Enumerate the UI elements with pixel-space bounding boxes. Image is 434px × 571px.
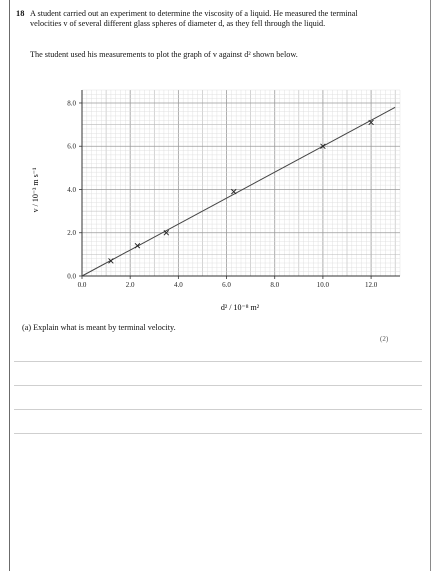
part-a-question: (a) Explain what is meant by terminal velocity. [22, 323, 176, 332]
page-edge-rule [430, 0, 431, 571]
x-tick-label: 8.0 [270, 281, 280, 289]
answer-line[interactable] [14, 385, 422, 386]
marks-available: (2) [380, 335, 389, 343]
y-tick-label: 2.0 [67, 229, 76, 238]
x-tick-label: 10.0 [316, 281, 330, 289]
y-tick-label: 4.0 [67, 185, 76, 194]
graph-intro-text: The student used his measurements to plot the graph of v against d² shown below. [30, 50, 298, 59]
y-axis-label: v / 10⁻³ m s⁻¹ [31, 167, 40, 213]
x-tick-label: 4.0 [173, 281, 183, 289]
velocity-vs-diameter-squared-graph [30, 80, 410, 320]
answer-line[interactable] [14, 361, 422, 362]
x-tick-label: 2.0 [125, 281, 135, 289]
y-tick-label: 6.0 [67, 142, 76, 151]
y-tick-label: 8.0 [67, 99, 76, 108]
question-stem: A student carried out an experiment to determine the viscosity of a liquid. He measured the terminal velocities v of several different glass spheres of diameter d, as they fell through the liquid. [30, 9, 358, 28]
question-number: 18 [16, 9, 25, 18]
x-tick-label: 12.0 [364, 281, 378, 289]
y-tick-label: 0.0 [67, 272, 76, 281]
x-tick-label: 0.0 [77, 281, 87, 289]
page-margin-rule [9, 0, 10, 571]
x-axis-label: d² / 10⁻⁸ m² [220, 303, 260, 312]
answer-line[interactable] [14, 433, 422, 434]
answer-line[interactable] [14, 409, 422, 410]
x-tick-label: 6.0 [222, 281, 231, 289]
graph-grid [82, 90, 400, 276]
